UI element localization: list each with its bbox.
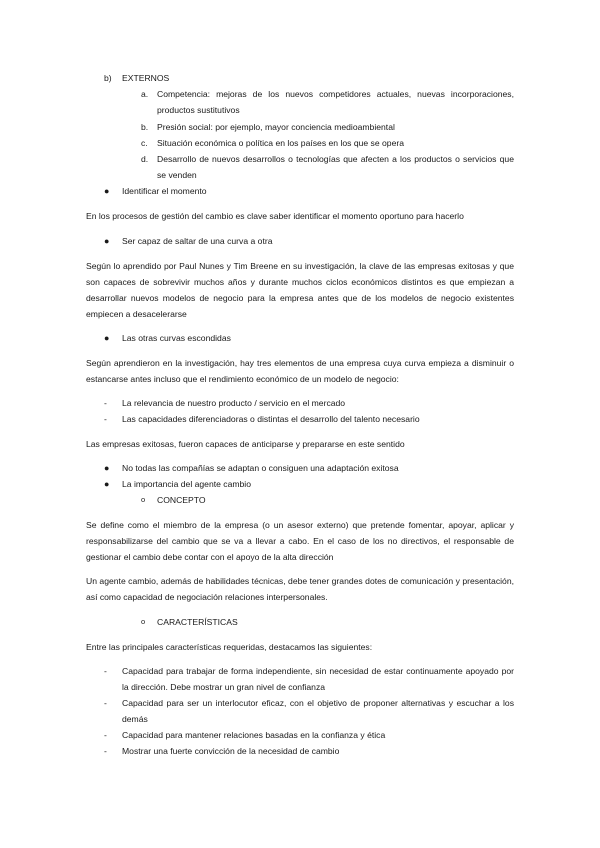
paragraph (86, 573, 514, 605)
sub-item (86, 492, 514, 508)
bullet-text: Ser capaz de saltar de una curva a otra (122, 236, 273, 246)
paragraph-text: Según aprendieron en la investigación, hay tres elementos de una empresa cuya curva empieza a disminuir o estancarse antes incluso que el rendimiento económico de un modelo de negocio: (86, 358, 514, 384)
list-item (86, 151, 514, 183)
paragraph-text: Las empresas exitosas, fueron capaces de anticiparse y prepararse en este sentido (86, 439, 405, 449)
dash-item (86, 727, 514, 743)
list-item (86, 86, 514, 118)
list-marker: d. (141, 154, 149, 164)
section-b-label: EXTERNOS (122, 73, 170, 83)
bullet-text: No todas las compañías se adaptan o consiguen una adaptación exitosa (122, 463, 399, 473)
dash-text: Las capacidades diferenciadoras o distintas el desarrollo del talento necesario (122, 414, 420, 424)
dash-marker: - (104, 414, 107, 424)
section-b-heading (86, 70, 514, 86)
paragraph (86, 208, 514, 224)
dash-text: Capacidad para trabajar de forma independiente, sin necesidad de estar continuamente apoyado por la dirección. Debe mostrar un gran nivel de confianza (122, 666, 514, 692)
list-item-text: Desarrollo de nuevos desarrollos o tecnologías que afecten a los productos o servicios que se venden (157, 154, 514, 180)
section-b-marker: b) (104, 73, 112, 83)
circle-marker-icon: o (141, 617, 146, 626)
bullet-icon: ● (104, 186, 110, 196)
bullet-icon: ● (104, 463, 110, 473)
bullet-text: Identificar el momento (122, 186, 207, 196)
paragraph-text: Se define como el miembro de la empresa (o un asesor externo) que pretende fomentar, apoyar, aplicar y responsabilizarse del cambio que se va a llevar a cabo. En el caso de los no directivos, el responsable de gestionar el cambio debe contar con el apoyo de la alta dirección (86, 520, 514, 562)
bullet-item (86, 233, 514, 249)
bullet-item (86, 476, 514, 492)
list-item (86, 119, 514, 135)
bullet-item (86, 183, 514, 199)
dash-item (86, 743, 514, 759)
sub-item (86, 614, 514, 630)
dash-item (86, 411, 514, 427)
list-marker: a. (141, 89, 149, 99)
list-marker: c. (141, 138, 148, 148)
dash-marker: - (104, 398, 107, 408)
paragraph (86, 355, 514, 387)
dash-marker: - (104, 730, 107, 740)
dash-text: La relevancia de nuestro producto / servicio en el mercado (122, 398, 346, 408)
paragraph (86, 517, 514, 565)
circle-marker-icon: o (141, 495, 146, 504)
paragraph-text: Un agente cambio, además de habilidades técnicas, debe tener grandes dotes de comunicación y presentación, así como capacidad de negociación relaciones interpersonales. (86, 576, 514, 602)
paragraph (86, 436, 514, 452)
dash-marker: - (104, 666, 107, 676)
list-item (86, 135, 514, 151)
paragraph-text: Entre las principales características requeridas, destacamos las siguientes: (86, 642, 373, 652)
dash-marker: - (104, 698, 107, 708)
dash-text: Capacidad para mantener relaciones basadas en la confianza y ética (122, 730, 386, 740)
dash-marker: - (104, 746, 107, 756)
list-item-text: Presión social: por ejemplo, mayor conciencia medioambiental (157, 122, 395, 132)
bullet-icon: ● (104, 333, 110, 343)
paragraph (86, 639, 514, 655)
bullet-text: La importancia del agente cambio (122, 479, 251, 489)
bullet-item (86, 460, 514, 476)
bullet-item (86, 330, 514, 346)
dash-text: Mostrar una fuerte convicción de la necesidad de cambio (122, 746, 340, 756)
dash-item (86, 695, 514, 727)
paragraph-text: En los procesos de gestión del cambio es clave saber identificar el momento oportuno para hacerlo (86, 211, 464, 221)
paragraph-text: Según lo aprendido por Paul Nunes y Tim Breene en su investigación, la clave de las empresas exitosas y que son capaces de sobrevivir muchos años y durante muchos ciclos económicos distintos es que empiezan a desarrollar nuevos modelos de negocio para la empresa antes que de los modelos de negocio existentes empiecen a desacelerarse (86, 261, 514, 319)
bullet-icon: ● (104, 479, 110, 489)
list-marker: b. (141, 122, 149, 132)
list-item-text: Situación económica o política en los países en los que se opera (157, 138, 404, 148)
sub-item-text: CARACTERÍSTICAS (157, 617, 238, 627)
dash-item (86, 663, 514, 695)
bullet-text: Las otras curvas escondidas (122, 333, 231, 343)
sub-item-text: CONCEPTO (157, 495, 206, 505)
dash-item (86, 395, 514, 411)
list-item-text: Competencia: mejoras de los nuevos competidores actuales, nuevas incorporaciones, productos sustitutivos (157, 89, 514, 115)
dash-text: Capacidad para ser un interlocutor eficaz, con el objetivo de proponer alternativas y escuchar a los demás (122, 698, 514, 724)
bullet-icon: ● (104, 236, 110, 246)
paragraph (86, 258, 514, 322)
